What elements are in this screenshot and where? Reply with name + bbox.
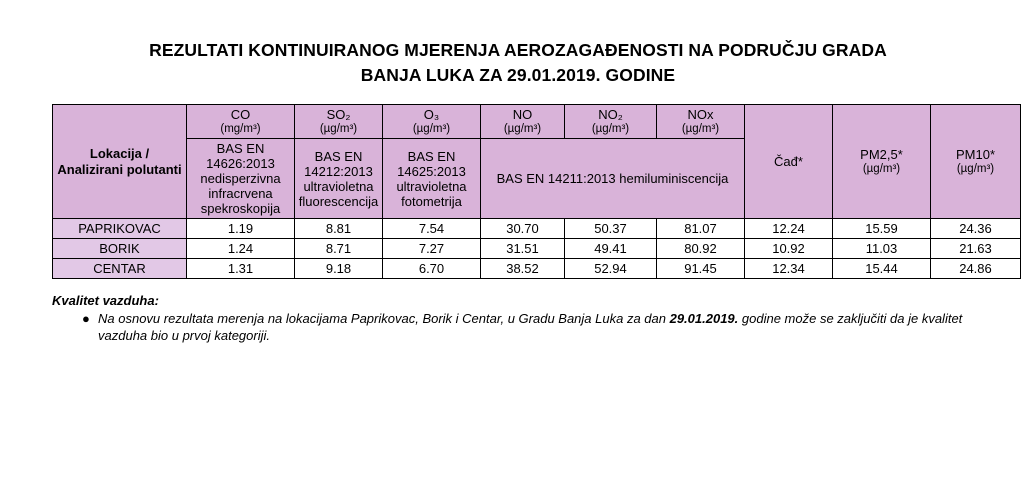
cell-co: 1.19 bbox=[187, 219, 295, 239]
header-pollutant-no2 bbox=[565, 105, 657, 139]
cell-soot: 10.92 bbox=[745, 239, 833, 259]
cell-pm10: 21.63 bbox=[931, 239, 1021, 259]
cell-no2: 50.37 bbox=[565, 219, 657, 239]
pollutant-unit: (µg/m³) bbox=[503, 123, 542, 135]
cell-no2: 52.94 bbox=[565, 259, 657, 279]
cell-no: 38.52 bbox=[481, 259, 565, 279]
pollutant-name: Čađ* bbox=[774, 154, 803, 169]
pollutant-name: O₃ bbox=[423, 107, 440, 122]
list-item bbox=[82, 310, 992, 344]
cell-nox: 81.07 bbox=[657, 219, 745, 239]
pollutant-name: CO bbox=[230, 107, 251, 122]
pollutant-name: PM2,5* bbox=[860, 147, 903, 162]
pollutant-unit: (µg/m³) bbox=[591, 123, 630, 135]
cell-o3: 7.54 bbox=[383, 219, 481, 239]
document-page bbox=[0, 38, 1036, 502]
cell-o3: 6.70 bbox=[383, 259, 481, 279]
measurements-table bbox=[52, 104, 1021, 279]
bullet-prefix: Na osnovu rezultata merenja na lokacijama Paprikovac, Borik i Centar, u Gradu Banja Luka za dan bbox=[98, 311, 670, 326]
pollutant-unit: (µg/m³) bbox=[862, 163, 901, 175]
pollutant-unit: (µg/m³) bbox=[681, 123, 720, 135]
cell-co: 1.24 bbox=[187, 239, 295, 259]
method-o3: BAS EN 14625:2013 ultravioletna fotometrija bbox=[383, 139, 481, 219]
cell-soot: 12.34 bbox=[745, 259, 833, 279]
title-line-1: REZULTATI KONTINUIRANOG MJERENJA AEROZAGAĐENOSTI NA PODRUČJU GRADA bbox=[149, 40, 887, 60]
cell-soot: 12.24 bbox=[745, 219, 833, 239]
pollutant-unit: (µg/m³) bbox=[319, 123, 358, 135]
row-location: CENTAR bbox=[53, 259, 187, 279]
cell-o3: 7.27 bbox=[383, 239, 481, 259]
pollutant-unit: (mg/m³) bbox=[220, 123, 261, 135]
pollutant-name: NO₂ bbox=[598, 107, 623, 122]
cell-no2: 49.41 bbox=[565, 239, 657, 259]
table-row bbox=[53, 259, 1021, 279]
pollutant-unit: (µg/m³) bbox=[412, 123, 451, 135]
method-nox-group: BAS EN 14211:2013 hemiluminiscencija bbox=[481, 139, 745, 219]
footer-notes bbox=[52, 293, 992, 344]
bullet-date: 29.01.2019. bbox=[669, 311, 739, 326]
cell-so2: 8.81 bbox=[295, 219, 383, 239]
header-pollutant-so2 bbox=[295, 105, 383, 139]
page-title bbox=[70, 38, 966, 88]
header-pollutant-nox bbox=[657, 105, 745, 139]
cell-so2: 9.18 bbox=[295, 259, 383, 279]
cell-pm25: 15.59 bbox=[833, 219, 931, 239]
method-co: BAS EN 14626:2013 nedisperzivna infracrvena spekroskopija bbox=[187, 139, 295, 219]
pollutant-name: NOx bbox=[687, 107, 714, 122]
header-pollutant-o3 bbox=[383, 105, 481, 139]
bullet-icon: ● bbox=[82, 311, 90, 326]
header-pollutant-co bbox=[187, 105, 295, 139]
cell-no: 30.70 bbox=[481, 219, 565, 239]
row-location: PAPRIKOVAC bbox=[53, 219, 187, 239]
footer-heading: Kvalitet vazduha: bbox=[52, 293, 159, 308]
header-soot bbox=[745, 105, 833, 219]
pollutant-name: PM10* bbox=[955, 147, 996, 162]
header-pm10 bbox=[931, 105, 1021, 219]
bullet-suffix: godine može se zaključiti da je kvalitet vazduha bio u prvoj kategoriji. bbox=[98, 311, 963, 343]
pollutant-unit: (µg/m³) bbox=[956, 163, 995, 175]
cell-so2: 8.71 bbox=[295, 239, 383, 259]
cell-nox: 80.92 bbox=[657, 239, 745, 259]
cell-pm10: 24.86 bbox=[931, 259, 1021, 279]
table-header-row-units bbox=[53, 105, 1021, 139]
table-row bbox=[53, 239, 1021, 259]
table-row bbox=[53, 219, 1021, 239]
cell-pm25: 11.03 bbox=[833, 239, 931, 259]
cell-no: 31.51 bbox=[481, 239, 565, 259]
title-line-2: BANJA LUKA ZA 29.01.2019. GODINE bbox=[360, 65, 676, 85]
cell-nox: 91.45 bbox=[657, 259, 745, 279]
method-so2: BAS EN 14212:2013 ultravioletna fluorescencija bbox=[295, 139, 383, 219]
row-location: BORIK bbox=[53, 239, 187, 259]
cell-co: 1.31 bbox=[187, 259, 295, 279]
cell-pm25: 15.44 bbox=[833, 259, 931, 279]
cell-pm10: 24.36 bbox=[931, 219, 1021, 239]
pollutant-name: NO bbox=[512, 107, 533, 122]
header-pollutant-no bbox=[481, 105, 565, 139]
bullet-text bbox=[98, 310, 992, 344]
header-location: Lokacija / Analizirani polutanti bbox=[53, 105, 187, 219]
header-pm25 bbox=[833, 105, 931, 219]
pollutant-name: SO₂ bbox=[326, 107, 351, 122]
